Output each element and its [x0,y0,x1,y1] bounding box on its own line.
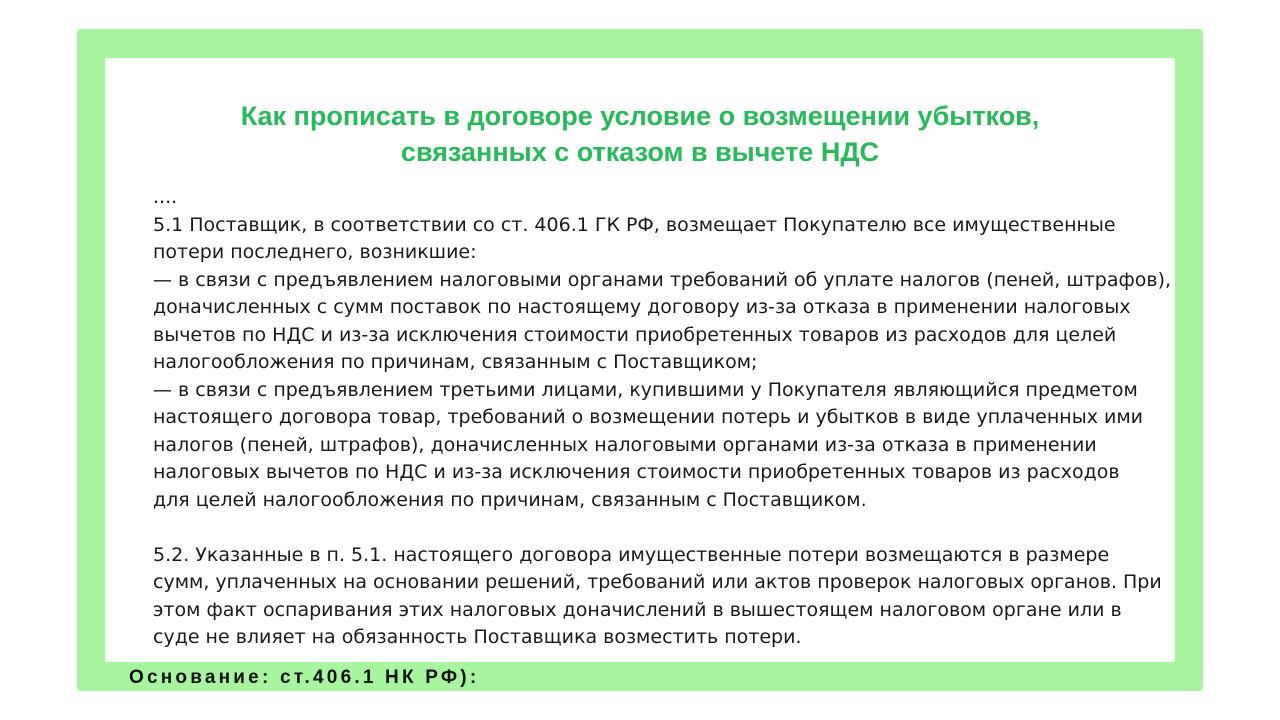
clause-5-2-line: сумм, уплаченных на основании решений, требований или актов проверок налоговых органов. При [153,571,1162,593]
clause-5-1-line: налогообложения по причинам, связанным с Поставщиком; [153,351,758,373]
clause-5-2-line: суде не влияет на обязанность Поставщика возместить потери. [153,626,802,648]
clause-5-2-line: этом факт оспаривания этих налоговых доначислений в вышестоящем налоговом органе или в [153,598,1122,621]
content-panel [105,58,1175,662]
clause-5-1-line: вычетов по НДС и из-за исключения стоимости приобретенных товаров из расходов для целей [153,323,1117,346]
page-title [105,98,1175,170]
clause-5-1-line: налоговых вычетов по НДС и из-за исключения стоимости приобретенных товаров из расходов [153,461,1120,483]
clause-5-1-line: налогов (пеней, штрафов), доначисленных налоговыми органами из-за отказа в применении [153,433,1097,456]
clause-5-1-line: для целей налогообложения по причинам, связанным с Поставщиком. [153,488,867,511]
clause-5-1-line: — в связи с предъявлением налоговыми органами требований об уплате налогов (пеней, штрафов), [153,268,1172,291]
clause-5-1-line: настоящего договора товар, требований о возмещении потерь и убытков в виде уплаченных ими [153,406,1144,428]
contract-text [153,184,1172,652]
title-line-1: Как прописать в договоре условие о возмещении убытков, [240,101,1040,131]
legal-basis-footer: Основание: ст.406.1 НК РФ): [129,667,480,688]
ellipsis-line: .... [153,186,178,208]
paragraph-gap [153,514,1163,542]
green-frame [77,29,1203,691]
clause-5-1-line: доначисленных с сумм поставок по настоящему договору из-за отказа в применении налоговых [153,296,1131,318]
clause-5-1-line: потери последнего, возникшие: [153,241,477,263]
title-line-2: связанных с отказом в вычете НДС [400,137,880,167]
clause-5-1-line: 5.1 Поставщик, в соответствии со ст. 406.1 ГК РФ, возмещает Покупателю все имущественные [153,213,1116,236]
clause-5-1-line: — в связи с предъявлением третьими лицами, купившими у Покупателя являющийся предметом [153,378,1138,401]
clause-5-2-line: 5.2. Указанные в п. 5.1. настоящего договора имущественные потери возмещаются в размере [153,543,1110,566]
